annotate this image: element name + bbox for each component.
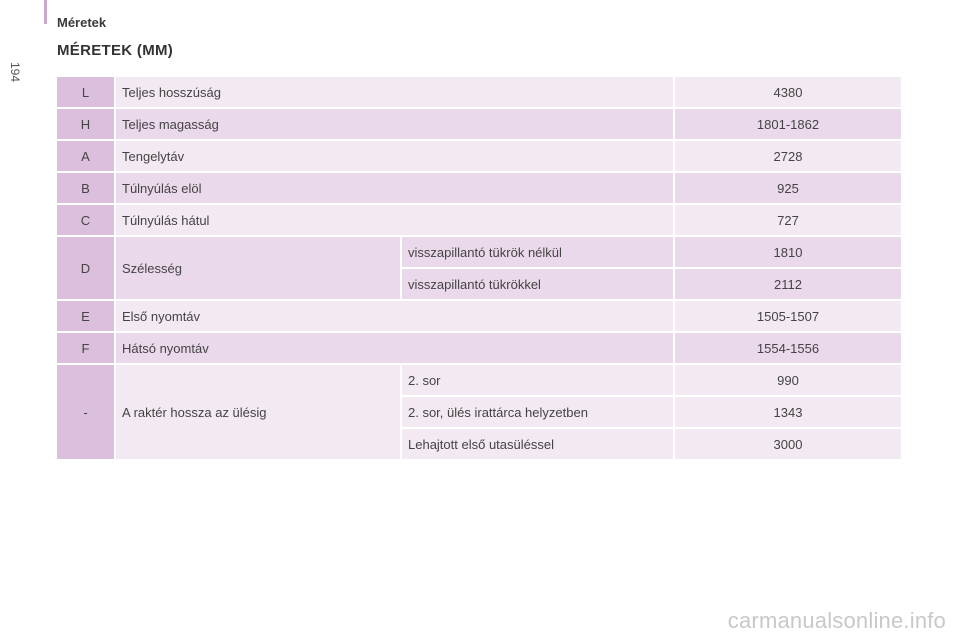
dimension-code: F: [57, 333, 116, 365]
dimension-code: -: [57, 365, 116, 461]
dimension-code: E: [57, 301, 116, 333]
table-row: [57, 109, 903, 141]
dimension-sublabel: 2. sor: [402, 365, 675, 397]
table-row: [57, 301, 903, 333]
section-header: Méretek: [57, 15, 107, 30]
dimension-sublabel: visszapillantó tükrök nélkül: [402, 237, 675, 269]
table-row: [57, 333, 903, 365]
dimension-value: 925: [675, 173, 903, 205]
dimension-value: 1801-1862: [675, 109, 903, 141]
dimension-label: Szélesség: [116, 237, 402, 301]
table-row: [57, 237, 903, 269]
dimension-code: A: [57, 141, 116, 173]
dimension-value: 990: [675, 365, 903, 397]
dimension-value: 1505-1507: [675, 301, 903, 333]
watermark: carmanualsonline.info: [727, 608, 946, 633]
dimension-label: Teljes magasság: [116, 109, 675, 141]
dimension-sublabel: 2. sor, ülés irattárca helyzetben: [402, 397, 675, 429]
dimension-value: 3000: [675, 429, 903, 461]
dimension-value: 1810: [675, 237, 903, 269]
dimension-label: Hátsó nyomtáv: [116, 333, 675, 365]
page-number: 194: [8, 62, 22, 83]
dimension-label: A raktér hossza az ülésig: [116, 365, 402, 461]
table-row: [57, 141, 903, 173]
dimension-value: 2112: [675, 269, 903, 301]
dimension-code: L: [57, 77, 116, 109]
header-accent-bar: [44, 0, 47, 24]
table-row: [57, 173, 903, 205]
dimension-value: 4380: [675, 77, 903, 109]
dimension-sublabel: Lehajtott első utasüléssel: [402, 429, 675, 461]
dimension-label: Túlnyúlás elöl: [116, 173, 675, 205]
table-row: [57, 77, 903, 109]
dimension-code: H: [57, 109, 116, 141]
table-row: [57, 365, 903, 397]
dimensions-table: [57, 77, 903, 461]
dimension-value: 1343: [675, 397, 903, 429]
dimension-value: 1554-1556: [675, 333, 903, 365]
dimension-code: D: [57, 237, 116, 301]
dimension-code: C: [57, 205, 116, 237]
dimension-label: Túlnyúlás hátul: [116, 205, 675, 237]
dimension-sublabel: visszapillantó tükrökkel: [402, 269, 675, 301]
table-row: [57, 205, 903, 237]
dimension-label: Teljes hosszúság: [116, 77, 675, 109]
dimension-code: B: [57, 173, 116, 205]
dimension-label: Első nyomtáv: [116, 301, 675, 333]
page-title: MÉRETEK (MM): [57, 42, 174, 59]
dimension-label: Tengelytáv: [116, 141, 675, 173]
dimension-value: 2728: [675, 141, 903, 173]
dimension-value: 727: [675, 205, 903, 237]
